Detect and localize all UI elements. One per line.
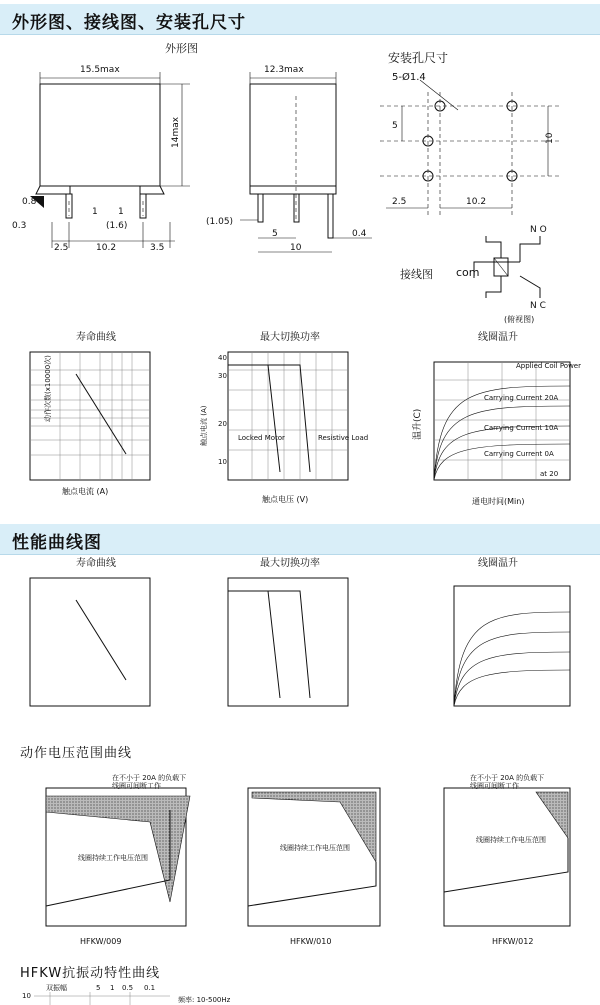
- vibration-amp: 双振幅: [46, 984, 67, 992]
- temp-c1: Carrying Current 20A: [484, 394, 559, 402]
- range-charts: [0, 762, 600, 952]
- vibration-t3: 0.1: [144, 984, 156, 992]
- life-chart: [30, 352, 150, 496]
- mount-v5: 5: [392, 121, 398, 131]
- wiring-no: N O: [530, 225, 547, 235]
- range-note2: 线圈可间断工作: [112, 782, 161, 790]
- section-title: 性能曲线图: [12, 533, 102, 553]
- front-dim-b: 10.2: [96, 243, 117, 253]
- outline-label: 外形图: [165, 42, 198, 55]
- life-title-2: 寿命曲线: [76, 558, 116, 569]
- vibration-t2: 0.5: [122, 984, 134, 992]
- side-view: [206, 65, 372, 253]
- wiring-com: com: [456, 266, 480, 279]
- range-model-1: HFKW/009: [80, 937, 122, 946]
- mount-hole-label: 5-Ø1.4: [392, 72, 426, 83]
- power-ylabel: 触点电流 (A): [200, 405, 208, 446]
- front-view: [12, 65, 190, 253]
- temp-title: 线圈温升: [478, 332, 518, 343]
- range-note1-3: 在不小于 20A 的负载下: [470, 774, 545, 782]
- mount-label: 安装孔尺寸: [388, 51, 449, 65]
- side-offset: (1.05): [206, 217, 234, 227]
- life-title: 寿命曲线: [76, 332, 116, 343]
- side-width-label: 12.3max: [264, 65, 304, 75]
- side-d5: 5: [272, 229, 278, 239]
- temp-title-2: 线圈温升: [478, 558, 518, 569]
- range-chart-1: [46, 773, 190, 946]
- vibration-t0: 5: [96, 984, 101, 992]
- section-header-performance: [0, 524, 600, 555]
- svg-text:20: 20: [218, 420, 227, 428]
- front-dim-c: 3.5: [150, 243, 165, 253]
- chart-row-top: [0, 330, 600, 510]
- side-d04: 0.4: [352, 229, 367, 239]
- section-title: 外形图、接线图、安装孔尺寸: [12, 13, 246, 33]
- temp-xlabel: 通电时间(Min): [472, 497, 525, 506]
- temp-foot: at 20: [540, 470, 559, 478]
- life-ylabel: 动作次数(x10000次): [44, 355, 52, 422]
- power-title-2: 最大切换功率: [260, 558, 320, 569]
- section-header-dimensions: [0, 4, 600, 35]
- range-chart-2: [248, 788, 380, 946]
- mount-v10: 10: [545, 132, 555, 144]
- front-pin-offset: (1.6): [106, 221, 128, 231]
- vibration-chart: [0, 980, 600, 1005]
- chart-row-mid: [0, 556, 600, 736]
- temp-c3: Carrying Current 0A: [484, 450, 554, 458]
- front-width-label: 15.5max: [80, 65, 120, 75]
- range-model-2: HFKW/010: [290, 937, 332, 946]
- wiring-view: (俯视图): [504, 315, 535, 324]
- temp-legend: Applied Coil Power: [516, 362, 581, 370]
- outline-drawings: [0, 36, 600, 326]
- temp-chart: [411, 362, 581, 506]
- front-gap2: 1: [118, 207, 124, 217]
- front-height-label: 14max: [171, 116, 181, 148]
- power-chart: [199, 352, 368, 504]
- vibration-freq: 频率: 10-500Hz: [178, 996, 231, 1004]
- power-title: 最大切换功率: [260, 332, 320, 343]
- mount-h25: 2.5: [392, 197, 407, 207]
- front-corner: 0.8: [22, 197, 37, 207]
- svg-text:30: 30: [218, 372, 227, 380]
- range-area-2: 线圈持续工作电压范围: [280, 844, 350, 852]
- range-model-3: HFKW/012: [492, 937, 534, 946]
- front-gap1: 1: [92, 207, 98, 217]
- power-ann1: Locked Motor: [238, 434, 285, 442]
- range-note2-3: 线圈可间断工作: [470, 782, 519, 790]
- power-ann2: Resistive Load: [318, 434, 369, 442]
- power-xlabel: 触点电压 (V): [262, 495, 309, 504]
- svg-text:10: 10: [218, 458, 227, 466]
- front-dim-a: 2.5: [54, 243, 69, 253]
- range-chart-3: [444, 773, 570, 946]
- mount-h102: 10.2: [466, 197, 487, 207]
- temp-ylabel: 温升(C): [413, 408, 423, 440]
- side-d10: 10: [290, 243, 302, 253]
- life-xlabel: 触点电流 (A): [62, 487, 109, 496]
- wiring-nc: N C: [530, 301, 546, 311]
- wiring-label: 接线图: [400, 268, 433, 281]
- range-section-title: 动作电压范围曲线: [20, 746, 133, 761]
- vibration-t1: 1: [110, 984, 115, 992]
- temp-c2: Carrying Current 10A: [484, 424, 559, 432]
- svg-text:40: 40: [218, 354, 227, 362]
- front-pin-width: 0.3: [12, 221, 27, 231]
- vibration-section-title: HFKW抗振动特性曲线: [20, 966, 161, 981]
- range-note1: 在不小于 20A 的负载下: [112, 774, 187, 782]
- range-area-3: 线圈持续工作电压范围: [476, 836, 546, 844]
- wiring-diagram: [400, 225, 547, 324]
- vibration-y: 10: [22, 992, 31, 1000]
- range-area-1: 线圈持续工作电压范围: [78, 854, 148, 862]
- mount-holes: [380, 71, 560, 216]
